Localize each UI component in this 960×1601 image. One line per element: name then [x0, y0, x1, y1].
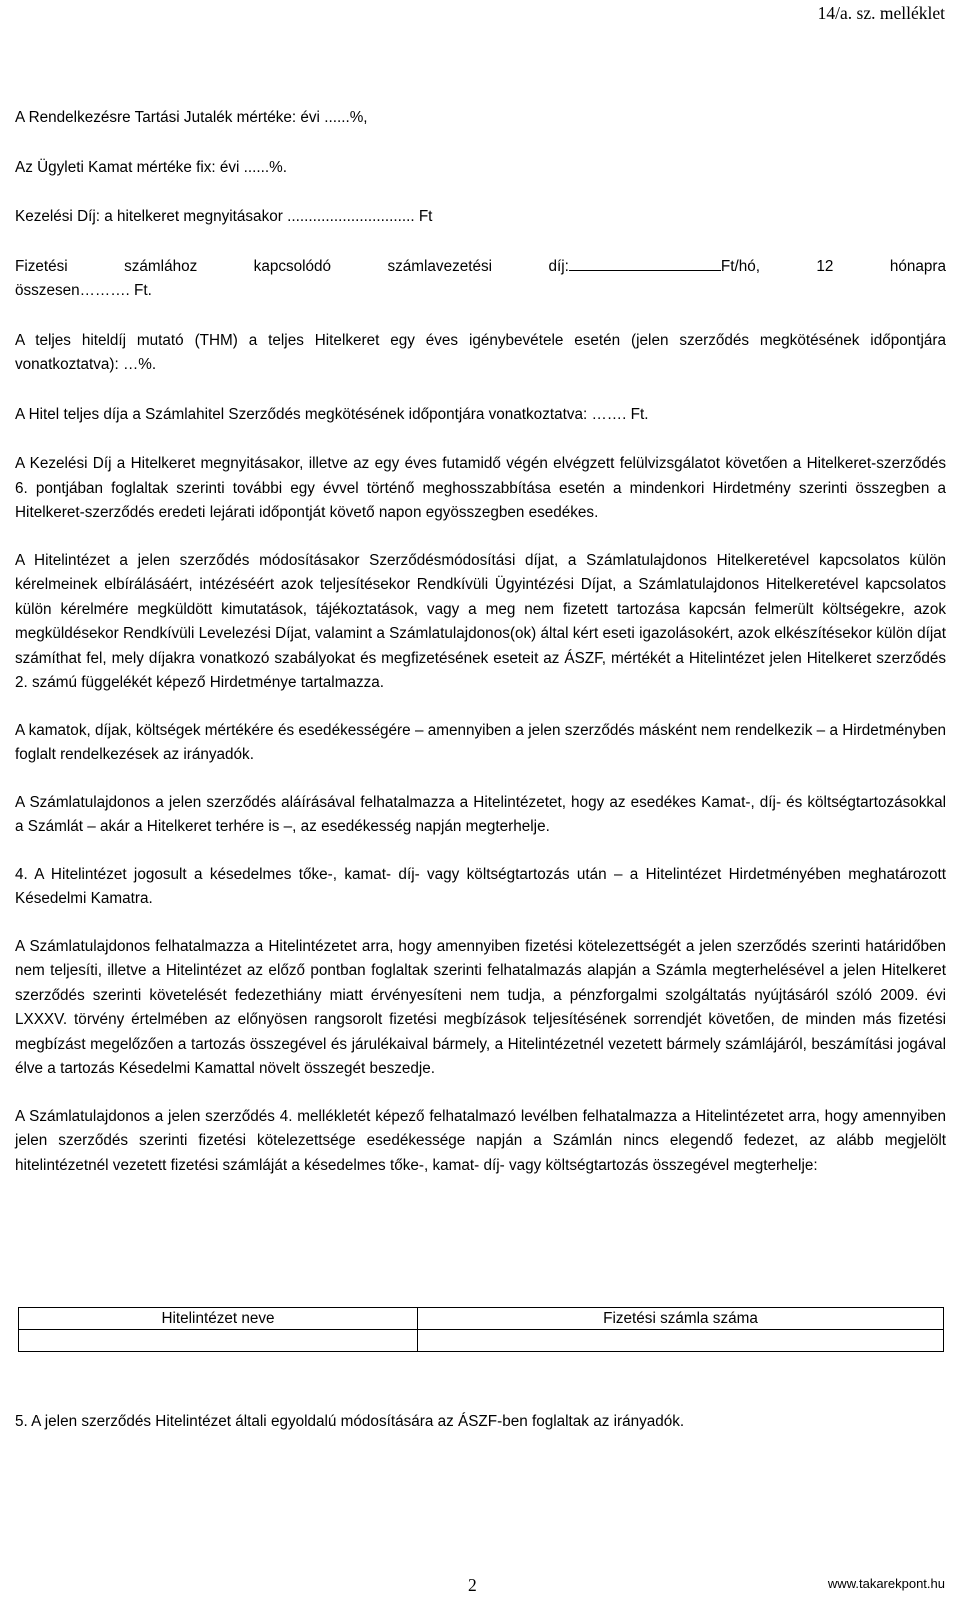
interest-rate-line: Az Ügyleti Kamat mértéke fix: évi ......%.	[15, 158, 288, 176]
announcement-paragraph: A kamatok, díjak, költségek mértékére és esedékességére – amennyiben a jelen szerződés másként nem rendelkezik – a Hirdetményben foglalt rendelkezések az irányadók.	[15, 721, 946, 763]
account-fee-suffix: Ft/hó, 12 hónapra	[720, 257, 947, 275]
account-fee-total: összesen………. Ft.	[15, 282, 152, 299]
annex4-paragraph: A Számlatulajdonos a jelen szerződés 4. mellékletét képező felhatalmazó levélben felhatalmazza a Hitelintézetet arra, hogy amennyiben jelen szerződés szerinti fizetési kötelezettsége esedékessége napján a Számlán nincs elegendő fedezet, az alább megjelölt hitelintézetnél vezetett fizetési számláját a késedelmes tőke-, kamat- díj- vagy költségtartozás összegével megterhelje:	[15, 1107, 946, 1174]
thm-paragraph: A teljes hiteldíj mutató (THM) a teljes Hitelkeret egy éves igénybevétele esetén (jelen szerződés megkötésének időpontjára vonatkoztatva): …%.	[15, 331, 946, 373]
total-cost-paragraph: A Hitel teljes díja a Számlahitel Szerződés megkötésének időpontjára vonatkoztatva: ……. Ft.	[15, 405, 649, 423]
other-fees-paragraph: A Hitelintézet a jelen szerződés módosításakor Szerződésmódosítási díjat, a Számlatulajdonos Hitelkeretével kapcsolatos külön kérelmeinek elbírálásáért, intézéséért azok teljesítésekor Rendkívüli Ügyintézési Díjat, a Számlatulajdonos Hitelkeretével kapcsolatos külön kérelmére megküldött kimutatások, tájékoztatások, vagy a meg nem fizetett tartozása kapcsán felmerült költségekre, azok megküldésekor Rendkívüli Levelezési Díjat, valamint a Számlatulajdonos(ok) által kért eseti igazolásokért, azok elkészítésekor külön díjat számíthat fel, mely díjakra vonatkozó szabályokat és megfizetésének eseteit az ÁSZF, mértékét a Hitelintézet jelen Hitelkeret szerződés 2. számú függelékét képező Hirdetménye tartalmazza.	[15, 551, 947, 691]
authorization-paragraph: A Számlatulajdonos a jelen szerződés aláírásával felhatalmazza a Hitelintézetet, hogy az esedékes Kamat-, díj- és költségtartozásokkal a Számlát – akár a Hitelkeret terhére is –, az esedékesség napján megterhelje.	[15, 793, 946, 835]
account-number-cell	[418, 1330, 944, 1352]
document-body	[15, 106, 946, 1178]
attachment-label: 14/a. sz. melléklet	[817, 3, 945, 23]
account-fee-line	[15, 255, 946, 280]
account-fee-blank	[569, 255, 721, 271]
handling-fee-line: Kezelési Díj: a hitelkeret megnyitásakor .............................. Ft	[15, 208, 433, 225]
item4-paragraph: 4. A Hitelintézet jogosult a késedelmes tőke-, kamat- díj- vagy költségtartozás után – a Hitelintézet Hirdetményében meghatározott Késedelmi Kamatra.	[15, 865, 946, 907]
bank-account-table	[18, 1307, 944, 1352]
collection-paragraph: A Számlatulajdonos felhatalmazza a Hitelintézetet arra, hogy amennyiben fizetési kötelezettségét a jelen szerződés szerinti határidőben nem teljesíti, illetve a Hitelintézet az előző pontban foglaltak szerinti felhatalmazás alapján a Számla megterhelésével a jelen Hitelkeret szerződés szerinti követelését fedezethiány miatt érvényesíteni nem tudja, a pénzforgalmi szolgáltatás nyújtásáról szóló 2009. évi LXXXV. törvény értelmében az előnyösen rangsorolt fizetési megbízások teljesítésének sorrendjét követően, de minden más fizetési megbízást megelőzően a tartozás összegével és járulékaival bármely, a Hitelintézetnél vezetett bármely számlájáról, beszámítási jogával élve a tartozás Késedelmi Kamattal növelt összegét beszedje.	[15, 937, 946, 1077]
footer-website: www.takarekpont.hu	[827, 1576, 945, 1591]
bank-name-header: Hitelintézet neve	[19, 1308, 418, 1330]
account-number-header: Fizetési számla száma	[418, 1308, 944, 1330]
account-fee-prefix: Fizetési számlához kapcsolódó számlavezetési díj:	[15, 257, 569, 275]
handling-fee-terms-paragraph: A Kezelési Díj a Hitelkeret megnyitásakor, illetve az egy éves futamidő végén elvégzett felülvizsgálatot követően a Hitelkeret-szerződés 6. pontjában foglaltak szerinti további egy évvel történő meghosszabbítása esetén a mindenkori Hirdetmény szerinti összegben a Hitelkeret-szerződés eredeti lejárati időpontját követő napon egyösszegben esedékes.	[15, 455, 946, 521]
item5-paragraph: 5. A jelen szerződés Hitelintézet általi egyoldalú módosítására az ÁSZF-ben foglaltak az irányadók.	[15, 1413, 685, 1430]
bank-name-cell	[19, 1330, 418, 1352]
commitment-fee-line: A Rendelkezésre Tartási Jutalék mértéke: évi ......%,	[15, 109, 368, 126]
page-number: 2	[468, 1575, 477, 1595]
table-row	[19, 1330, 944, 1352]
table-header-row	[19, 1308, 944, 1330]
